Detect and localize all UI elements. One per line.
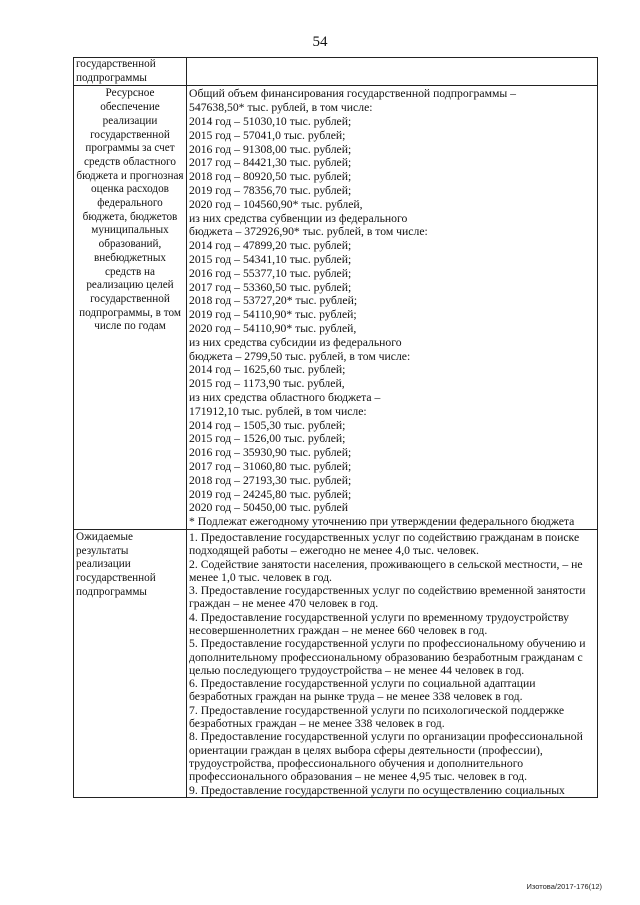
financing-line: 2015 год – 1173,90 тыс. рублей, [189,377,345,391]
financing-line: 2017 год – 84421,30 тыс. рублей; [189,156,352,170]
financing-line: 2017 год – 31060,80 тыс. рублей; [189,459,352,473]
result-item: 7. Предоставление государственной услуги по психологической поддержке безработных граждан – не менее 338 человек в год. [189,703,565,731]
result-item: 5. Предоставление государственной услуги по профессиональному обучению и дополнительному профессиональному образованию безработным гражданам с целью последующего трудоустройства – не менее 44 человек в год. [189,637,586,677]
financing-line: 2015 год – 1526,00 тыс. рублей; [189,432,346,446]
financing-line: Общий объем финансирования государственной подпрограммы – [189,87,516,101]
financing-line: 2014 год – 47899,20 тыс. рублей; [189,239,352,253]
document-footer-code: Изотова/2017-176(12) [526,882,602,891]
financing-line: 2014 год – 1625,60 тыс. рублей; [189,363,346,377]
financing-line: 2018 год – 80920,50 тыс. рублей; [189,170,352,184]
row-value-cell [187,58,598,86]
table-row [74,529,598,797]
page-number: 54 [312,34,328,50]
financing-line: 2017 год – 53360,50 тыс. рублей; [189,280,352,294]
financing-line: 2014 год – 1505,30 тыс. рублей; [189,418,346,432]
subprogram-passport-table [73,57,598,798]
financing-line: из них средства субвенции из федерального [189,211,408,225]
row-label: Ресурсное обеспечение реализации государственной программы за счет средств областного бюджета и прогнозная оценка расходов федерального бюджета, бюджетов муниципальных образований, внебюджетных средств на реализацию целей государственной подпрограммы, в том числе по годам [76,87,184,333]
financing-line: 547638,50* тыс. рублей, в том числе: [189,101,373,115]
result-item: 4. Предоставление государственной услуги по временному трудоустройству несовершеннолетних граждан – не менее 660 человек в год. [189,610,569,637]
financing-line: 2016 год – 91308,00 тыс. рублей; [189,142,352,156]
result-item: 3. Предоставление государственных услуг по содействию временной занятости граждан – не менее 470 человек в год. [189,584,586,611]
financing-line: 2015 год – 57041,0 тыс. рублей; [189,128,346,142]
financing-cell [187,86,598,530]
financing-footnote: * Подлежат ежегодному уточнению при утверждении федерального бюджета [189,515,575,529]
financing-line: 2020 год – 104560,90* тыс. рублей, [189,197,363,211]
financing-line: бюджета – 2799,50 тыс. рублей, в том числе: [189,349,411,363]
financing-line: 2019 год – 24245,80 тыс. рублей; [189,487,352,501]
row-label-cell [74,58,187,86]
financing-line: бюджета – 372926,90* тыс. рублей, в том числе: [189,225,428,239]
row-label: Ожидаемые результаты реализации государственной подпрограммы [76,530,156,598]
financing-line: 2015 год – 54341,10 тыс. рублей; [189,252,352,266]
financing-line: из них средства субсидии из федерального [189,335,402,349]
result-item: 9. Предоставление государственной услуги по осуществлению социальных [189,783,565,797]
row-label-cell [74,86,187,530]
result-item: 6. Предоставление государственной услуги по социальной адаптации безработных граждан на рынке труда – не менее 338 человек в год. [189,677,536,704]
financing-line: 2016 год – 55377,10 тыс. рублей; [189,266,352,280]
financing-line: 2016 год – 35930,90 тыс. рублей; [189,446,352,460]
expected-results-cell [187,529,598,797]
result-item: 2. Содействие занятости населения, проживающего в сельской местности, – не менее 1,0 тыс. человек в год. [189,557,583,584]
result-item: 8. Предоставление государственной услуги по организации профессиональной ориентации граждан в целях выбора сферы деятельности (профессии), трудоустройства, профессионального обучения и дополнительного профессионального образования – не менее 4,95 тыс. человек в год. [189,730,583,784]
financing-line: 2018 год – 27193,30 тыс. рублей; [189,473,352,487]
financing-line: из них средства областного бюджета – [189,390,381,404]
financing-line: 171912,10 тыс. рублей, в том числе: [189,404,367,418]
financing-line: 2019 год – 78356,70 тыс. рублей; [189,183,352,197]
row-label: государственной подпрограммы [76,58,156,84]
row-label-cell [74,529,187,797]
financing-line: 2020 год – 54110,90* тыс. рублей, [189,321,357,335]
financing-line: 2019 год – 54110,90* тыс. рублей; [189,308,357,322]
financing-line: 2018 год – 53727,20* тыс. рублей; [189,294,358,308]
table-row [74,86,598,530]
table-row [74,58,598,86]
financing-line: 2020 год – 50450,00 тыс. рублей [189,501,348,515]
result-item: 1. Предоставление государственных услуг по содействию гражданам в поиске подходящей работы – ежегодно не менее 4,0 тыс. человек. [189,530,580,558]
financing-line: 2014 год – 51030,10 тыс. рублей; [189,115,352,128]
